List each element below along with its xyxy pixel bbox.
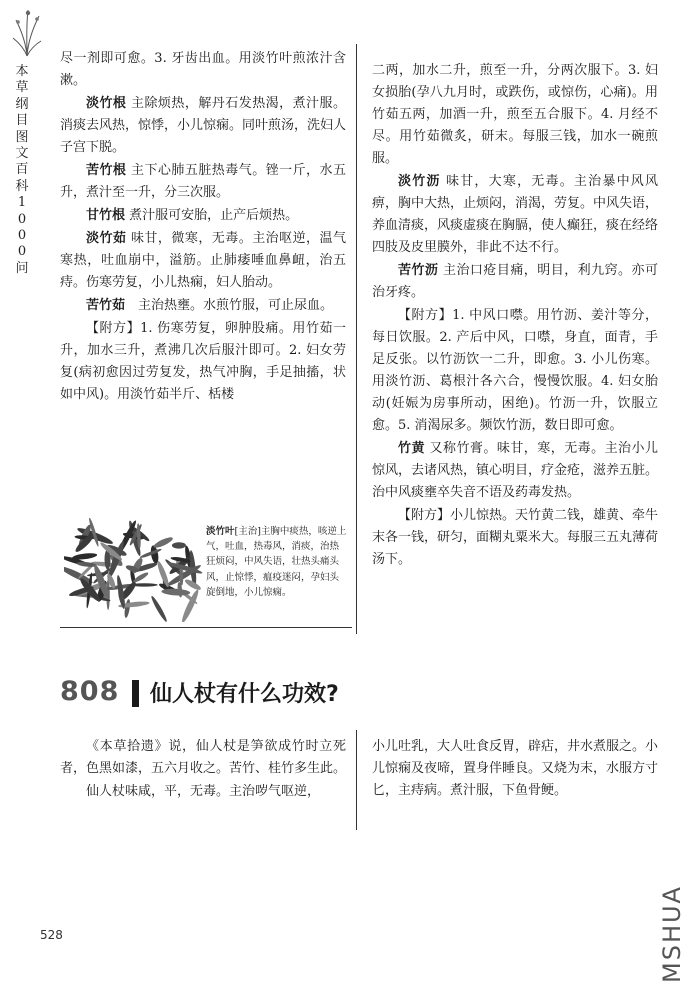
column-divider [356, 44, 357, 634]
orchid-plant-icon [12, 8, 42, 58]
leaf-shape [131, 583, 158, 586]
paragraph: 【附方】1. 中风口噤。用竹沥、姜汁等分，每日饮服。2. 产后中风，口噤，身直，面青，手足反张。以竹沥饮一二升，即愈。3. 小儿伤寒。用淡竹沥、葛根汁各六合，慢慢饮服。4. 妇女胎动(妊娠为房事所动，困绝)。竹沥一升，饮服立愈。5. 消渴尿多。频饮竹沥，数日即可愈。 [372, 308, 658, 433]
running-title: 本草纲目图文百科1000问 [15, 64, 29, 276]
figure-caption [206, 524, 348, 600]
herb-term: 竹黄 [398, 441, 425, 456]
page-number: 528 [40, 928, 63, 942]
paragraph: 二两，加水二升，煎至一升，分两次服下。3. 妇女损胎(孕八九月时，或跌伤，或惊伤，心痛)。用竹茹五两，加酒一升，煎至五合服下。4. 月经不尽。用竹茹微炙，研末。每服三钱，加水一碗煎服。 [372, 63, 658, 166]
bamboo-leaves-image [64, 518, 204, 622]
herb-term: 苦竹茹 [86, 298, 126, 313]
paragraph [372, 438, 658, 504]
paragraph: 尽一剂即可愈。3. 牙齿出血。用淡竹叶煎浓汁含漱。 [60, 51, 346, 88]
herb-description: 味甘，大寒，无毒。主治暴中风风痹，胸中大热，止烦闷，消渴，劳复。中风失语，养血清痰，风痰虚痰在胸膈，使人癫狂，痰在经络四肢及皮里膜外，非此不达不行。 [372, 174, 659, 255]
herb-term: 淡竹沥 [398, 174, 441, 189]
heading-bar [132, 680, 139, 707]
herb-description: 味甘，微寒，无毒。主治呕逆，温气寒热，吐血崩中，溢筋。止肺痿唾血鼻衄，治五痔。伤寒劳复，小儿热痫，妇人胎动。 [60, 231, 346, 290]
paragraph [60, 205, 346, 227]
herb-description: 又称竹膏。味甘，寒，无毒。主治小儿惊风，去诸风热，镇心明目，疗金疮，滋养五脏。治中风痰壅卒失音不语及药毒发热。 [372, 441, 659, 500]
section-title: 仙人杖有什么功效? [150, 682, 339, 707]
section-number: 808 [60, 676, 120, 707]
herb-description: 主下心肺五脏热毒气。锉一斤，水五升，煮汁至一升，分三次服。 [60, 163, 346, 200]
herb-term: 苦竹根 [86, 163, 127, 178]
paragraph [60, 295, 346, 317]
herb-description: 煮汁服可安胎，止产后烦热。 [125, 208, 299, 223]
herb-description: 主治热壅。水煎竹服，可止尿血。 [125, 298, 334, 313]
figure-caption-term: 淡竹叶 [206, 526, 235, 537]
herb-description: 主除烦热，解丹石发热渴，煮汁服。消痰去风热，惊悸，小儿惊痫。同叶煎汤，洗妇人子宫下脱。 [60, 96, 347, 155]
paragraph: 仙人杖味咸，平，无毒。主治哕气呕逆， [86, 784, 321, 799]
right-column [372, 60, 658, 572]
herb-term: 淡竹根 [86, 96, 127, 111]
paragraph [60, 93, 346, 159]
paragraph: 《本草拾遗》说，仙人杖是笋欲成竹时立死者，色黑如漆，五六月收之。苦竹、桂竹多生此。 [60, 739, 347, 776]
section-left-column [60, 736, 346, 804]
figure-bottom-rule [60, 627, 352, 628]
paragraph: 小儿吐乳，大人吐食反胃，辟痁，井水煮服之。小儿惊痫及夜啼，置身伴睡良。又烧为末，水服方寸匕，主痔病。煮汁服，下鱼骨鲠。 [372, 739, 659, 798]
figure-caption-text: [主治]主胸中痰热，咳逆上气，吐血，热毒风，消痰，治热狂烦闷，中风失语，壮热头痛头风，止惊悸，瘟疫迷闷，孕妇头旋倒地，小儿惊痫。 [206, 526, 347, 598]
paragraph [60, 228, 346, 294]
paragraph [372, 260, 658, 304]
herb-term: 淡竹茹 [86, 231, 127, 246]
section-right-column [372, 736, 658, 803]
paragraph [372, 171, 658, 259]
herb-term: 苦竹沥 [398, 263, 439, 278]
watermark: MSHUA [658, 885, 686, 983]
sidebar [6, 8, 46, 58]
section-column-divider [356, 730, 357, 830]
left-column [60, 48, 346, 407]
paragraph: 【附方】小儿惊热。天竹黄二钱，雄黄、牵牛末各一钱，研匀，面糊丸粟米大。每服三五丸薄荷汤下。 [372, 508, 659, 567]
herb-description: 主治口疮目痛，明目，利九窍。亦可治牙疼。 [372, 263, 658, 300]
herb-term: 甘竹根 [86, 208, 126, 223]
paragraph [60, 160, 346, 204]
figure-bamboo-leaves [60, 510, 352, 628]
paragraph: 【附方】1. 伤寒劳复，卵肿股痛。用竹茹一升，加水三升，煮沸几次后服汁即可。2. 妇女劳复(病初愈因过劳复发，热气冲胸，手足抽搐，状如中风)。用淡竹茹半斤、栝楼 [60, 321, 346, 402]
